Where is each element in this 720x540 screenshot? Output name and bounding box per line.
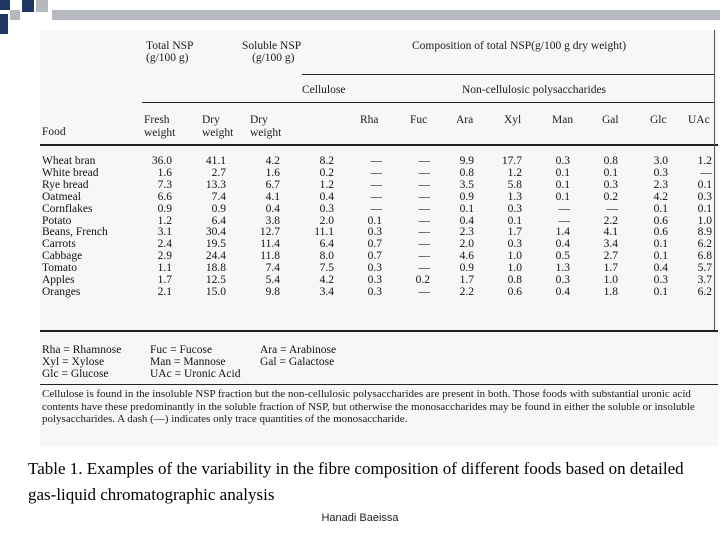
column-uac: 1.2 — 0.1 0.3 0.1 1.0 8.9 6.2 6.8 5.7 3.7 6.2 xyxy=(697,155,712,298)
column-soluble-dry: 4.2 1.6 6.7 4.1 0.4 3.8 12.7 11.4 11.8 7.4 5.4 9.8 xyxy=(259,155,280,298)
right-vertical-rule xyxy=(714,30,715,330)
header-total-nsp-unit: (g/100 g) xyxy=(146,52,189,64)
slide-decoration-bar xyxy=(52,10,720,20)
table-footnote: Cellulose is found in the insoluble NSP fraction but the non-cellulosic polysaccharides are present in both. Those foods with substantial uronic acid contents have these predominantly in the soluble fraction of NSP, but otherwise the monosaccharides may be found in either the soluble or insoluble polysaccharides. A dash (—) indicates only trace quantities of the monosaccharide. xyxy=(42,388,695,425)
slide-decoration-square-4 xyxy=(0,14,8,34)
header-total-nsp: Total NSP xyxy=(146,40,194,52)
scanned-table-image xyxy=(40,30,718,446)
column-glc: 3.0 0.3 2.3 4.2 0.1 0.6 0.6 0.1 0.1 0.4 0.3 0.1 xyxy=(653,155,668,298)
footnote-rule xyxy=(40,384,718,385)
column-man: 0.3 0.1 0.1 0.1 — — 1.4 0.4 0.5 1.3 0.3 0.4 xyxy=(555,155,570,298)
header-fuc: Fuc xyxy=(410,114,428,126)
column-ara: 9.9 0.8 3.5 0.9 0.1 0.4 2.3 2.0 4.6 0.9 1.7 2.2 xyxy=(459,155,474,298)
abbreviations-group-1: Rha = Rhamnose Xyl = Xylose Glc = Glucose xyxy=(42,344,122,380)
column-xyl: 17.7 1.2 5.8 1.3 0.3 0.1 1.7 0.3 1.0 1.0 0.8 0.6 xyxy=(501,155,522,298)
header-fresh-weight: Fresh weight xyxy=(144,114,176,139)
header-glc: Glc xyxy=(650,114,667,126)
header-soluble-dry-weight: Dry weight xyxy=(250,114,282,139)
header-rha: Rha xyxy=(360,114,379,126)
column-fuc: — — — — — — — — — — 0.2 — xyxy=(415,155,430,298)
body-rule-bottom xyxy=(40,330,718,332)
header-gal: Gal xyxy=(602,114,619,126)
slide-decoration-square-1 xyxy=(0,0,10,10)
column-gal: 0.8 0.1 0.3 0.2 — 2.2 4.1 3.4 2.7 1.7 1.0 1.8 xyxy=(603,155,618,298)
header-cellulose: Cellulose xyxy=(302,84,346,96)
column-total-fresh: 36.0 1.6 7.3 6.6 0.9 1.2 3.1 2.4 2.9 1.1 1.7 2.1 xyxy=(151,155,172,298)
header-ara: Ara xyxy=(456,114,474,126)
slide-caption: Table 1. Examples of the variability in the fibre composition of different foods based on detailed gas-liquid chromatographic analysis xyxy=(28,459,684,504)
column-rha: — — — — — 0.1 0.3 0.7 0.7 0.3 0.3 0.3 xyxy=(367,155,382,298)
header-non-cellulosic: Non-cellulosic polysaccharides xyxy=(462,84,607,96)
column-food: Wheat bran White bread Rye bread Oatmeal Cornflakes Potato Beans, French Carrots Cabbage Tomato Apples Oranges xyxy=(42,155,108,298)
slide-decoration-square-2 xyxy=(10,10,20,20)
header-food: Food xyxy=(42,126,66,138)
header-composition: Composition of total NSP(g/100 g dry weight) xyxy=(412,40,627,52)
header-dry-weight: Dry weight xyxy=(202,114,234,139)
column-cellulose: 8.2 0.2 1.2 0.4 0.3 2.0 11.1 6.4 8.0 7.5 4.2 3.4 xyxy=(314,155,334,298)
composition-rule xyxy=(302,74,714,75)
abbreviations-group-2: Fuc = Fucose Man = Mannose UAc = Uronic Acid xyxy=(150,344,241,380)
abbreviations-group-3: Ara = Arabinose Gal = Galactose xyxy=(260,344,337,368)
column-total-dry: 41.1 2.7 13.3 7.4 0.9 6.4 30.4 19.5 24.4 18.8 12.5 15.0 xyxy=(205,155,226,298)
slide-footer-author: Hanadi Baeissa xyxy=(321,512,399,524)
slide-decoration-square-3 xyxy=(22,0,34,12)
header-rule-upper xyxy=(142,102,714,103)
header-soluble-nsp-unit: (g/100 g) xyxy=(252,52,295,64)
header-uac: UAc xyxy=(688,114,710,126)
header-xyl: Xyl xyxy=(504,114,522,126)
header-soluble-nsp: Soluble NSP xyxy=(242,40,302,52)
header-rule-lower xyxy=(40,144,718,146)
slide-decoration-square-5 xyxy=(36,0,48,12)
header-man: Man xyxy=(552,114,574,126)
